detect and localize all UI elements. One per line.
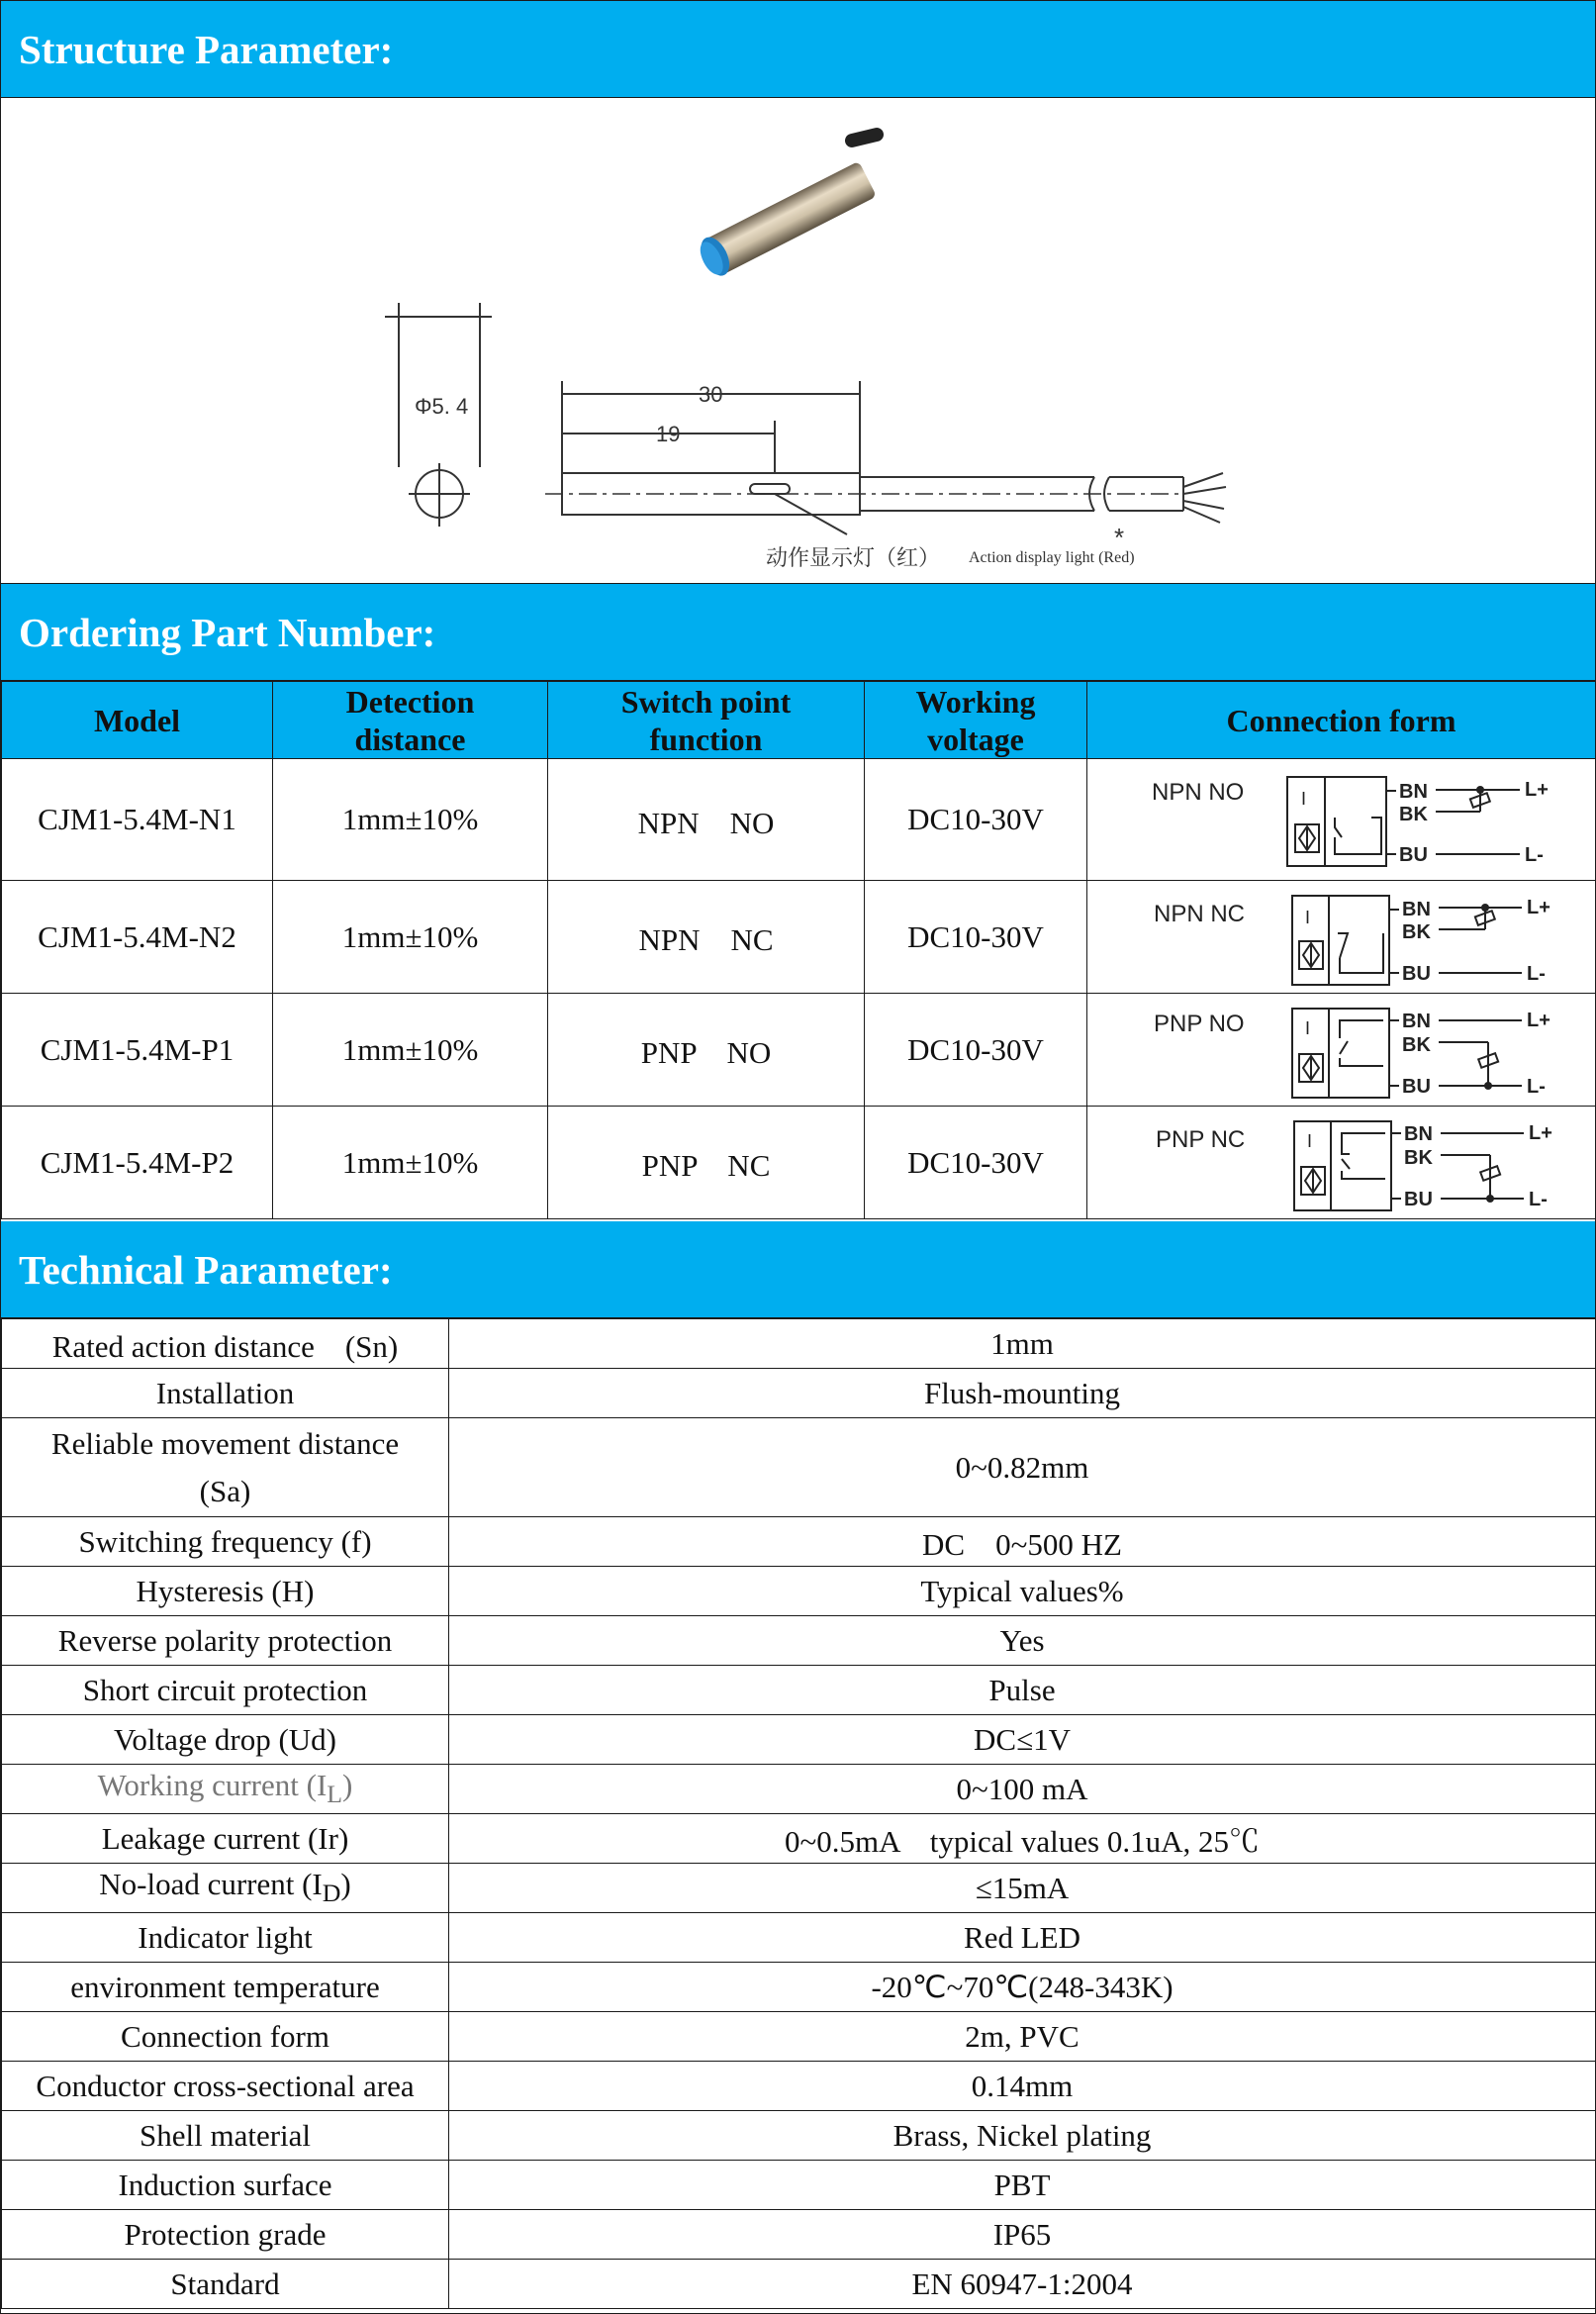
svg-text:I: I [1304,907,1310,927]
led-label-cn: 动作显示灯（红） [766,545,941,570]
param-label: Connection form [2,2012,449,2062]
param-value: EN 60947-1:2004 [449,2260,1596,2309]
param-value: IP65 [449,2210,1596,2260]
model-cell: CJM1-5.4M-N2 [2,881,273,994]
svg-text:L-: L- [1528,1188,1548,1210]
model-cell: CJM1-5.4M-P2 [2,1107,273,1219]
sensor-drawing [1,99,1595,583]
function-cell: NPN NO [548,759,865,881]
param-label: Rated action distance (Sn) [2,1319,449,1369]
param-label: Hysteresis (H) [2,1567,449,1616]
length-19-label: 19 [656,422,681,446]
param-value: DC≤1V [449,1715,1596,1765]
distance-cell: 1mm±10% [273,1107,548,1219]
npn-no-wiring-diagram [1094,763,1589,877]
voltage-cell: DC10-30V [865,1107,1087,1219]
param-value: 0.14mm [449,2062,1596,2111]
param-label: Shell material [2,2111,449,2161]
star-mark: * [1114,523,1125,552]
param-label: Induction surface [2,2161,449,2210]
connection-diagram-cell [1087,881,1596,994]
function-cell: PNP NO [548,994,865,1107]
param-value: Flush-mounting [449,1369,1596,1418]
table-row [2,2210,1596,2260]
svg-text:BK: BK [1401,1033,1431,1056]
svg-text:L-: L- [1526,1075,1546,1098]
svg-text:BK: BK [1398,803,1428,825]
param-value: DC 0~500 HZ [449,1517,1596,1567]
ordering-header-row [2,682,1596,759]
param-value: Pulse [449,1666,1596,1715]
table-row [2,2260,1596,2309]
table-row [2,1369,1596,1418]
header-working-voltage: Working voltage [865,682,1087,759]
svg-text:BN: BN [1401,898,1431,920]
svg-text:NPN NO: NPN NO [1151,778,1244,806]
voltage-cell: DC10-30V [865,759,1087,881]
table-row [2,2161,1596,2210]
param-label: Voltage drop (Ud) [2,1715,449,1765]
table-row [2,1715,1596,1765]
table-row [2,1864,1596,1913]
svg-text:BU: BU [1401,1075,1431,1098]
table-row [2,2012,1596,2062]
connection-diagram-cell [1087,994,1596,1107]
param-label: Short circuit protection [2,1666,449,1715]
param-label: Reliable movement distance (Sa) [2,1418,449,1517]
connection-diagram-cell [1087,759,1596,881]
svg-text:BU: BU [1403,1188,1433,1210]
svg-text:L-: L- [1526,962,1546,985]
function-cell: PNP NC [548,1107,865,1219]
distance-cell: 1mm±10% [273,994,548,1107]
distance-cell: 1mm±10% [273,881,548,994]
param-label: Leakage current (Ir) [2,1814,449,1864]
param-label: Protection grade [2,2210,449,2260]
svg-text:BK: BK [1403,1146,1433,1169]
param-label: Reverse polarity protection [2,1616,449,1666]
table-row [2,1913,1596,1963]
pnp-nc-wiring-diagram [1094,1109,1589,1216]
svg-text:L+: L+ [1526,1009,1550,1031]
diameter-label: Φ5. 4 [415,394,469,419]
header-model: Model [2,682,273,759]
npn-nc-wiring-diagram [1094,884,1589,991]
table-row [2,1814,1596,1864]
pnp-no-wiring-diagram [1094,997,1589,1104]
svg-text:L+: L+ [1526,896,1550,918]
param-label: Indicator light [2,1913,449,1963]
svg-text:PNP NO: PNP NO [1153,1010,1245,1037]
param-label: Standard [2,2260,449,2309]
svg-text:BN: BN [1401,1010,1431,1032]
function-cell: NPN NC [548,881,865,994]
param-value: PBT [449,2161,1596,2210]
table-row [2,1616,1596,1666]
table-row [2,2062,1596,2111]
param-value: -20℃~70℃(248-343K) [449,1963,1596,2012]
svg-text:I: I [1300,788,1306,809]
distance-cell: 1mm±10% [273,759,548,881]
svg-text:L+: L+ [1524,778,1549,801]
table-row [2,1517,1596,1567]
table-row [2,881,1596,994]
param-value: 1mm [449,1319,1596,1369]
table-row [2,1567,1596,1616]
table-row [2,1666,1596,1715]
model-cell: CJM1-5.4M-N1 [2,759,273,881]
table-row [2,2111,1596,2161]
structure-parameter-header: Structure Parameter: [1,1,1595,98]
voltage-cell: DC10-30V [865,994,1087,1107]
param-value: ≤15mA [449,1864,1596,1913]
ordering-part-number-header: Ordering Part Number: [1,584,1595,681]
param-value: 2m, PVC [449,2012,1596,2062]
svg-text:I: I [1304,1017,1310,1038]
param-value: Typical values% [449,1567,1596,1616]
technical-table [1,1318,1596,2309]
table-row [2,759,1596,881]
voltage-cell: DC10-30V [865,881,1087,994]
header-connection-form: Connection form [1087,682,1596,759]
svg-text:L-: L- [1524,843,1544,866]
header-detection-distance: Detection distance [273,682,548,759]
svg-text:BK: BK [1401,920,1431,943]
param-label: Working current $(I_L)$ [2,1765,449,1814]
svg-text:BN: BN [1398,780,1428,803]
table-row [2,1107,1596,1219]
param-label: Conductor cross-sectional area [2,2062,449,2111]
param-value: Brass, Nickel plating [449,2111,1596,2161]
table-row [2,1765,1596,1814]
param-value: Red LED [449,1913,1596,1963]
led-label-en: Action display light (Red) [969,549,1135,566]
param-label: No-load current $(I_D)$ [2,1864,449,1913]
structure-image-area [1,99,1595,584]
param-label: Switching frequency (f) [2,1517,449,1567]
ordering-table [1,681,1596,1219]
connection-diagram-cell [1087,1107,1596,1219]
technical-parameter-header: Technical Parameter: [1,1221,1595,1318]
param-value: Yes [449,1616,1596,1666]
header-switch-function: Switch point function [548,682,865,759]
svg-text:BN: BN [1403,1122,1433,1145]
svg-text:NPN NC: NPN NC [1153,900,1245,927]
param-value: 0~100 mA [449,1765,1596,1814]
param-label: Installation [2,1369,449,1418]
svg-text:I: I [1306,1130,1312,1151]
length-30-label: 30 [699,382,723,407]
svg-text:PNP NC: PNP NC [1155,1125,1245,1153]
svg-text:L+: L+ [1528,1121,1552,1144]
param-value: 0~0.82mm [449,1418,1596,1517]
table-row [2,1418,1596,1517]
param-value: 0~0.5mA typical values 0.1uA, 25℃ [449,1814,1596,1864]
table-row [2,1963,1596,2012]
param-label: environment temperature [2,1963,449,2012]
model-cell: CJM1-5.4M-P1 [2,994,273,1107]
table-row [2,1319,1596,1369]
table-row [2,994,1596,1107]
svg-text:BU: BU [1401,962,1431,985]
side-view [545,381,1226,534]
svg-text:BU: BU [1398,843,1428,866]
sensor-photo [695,135,878,281]
